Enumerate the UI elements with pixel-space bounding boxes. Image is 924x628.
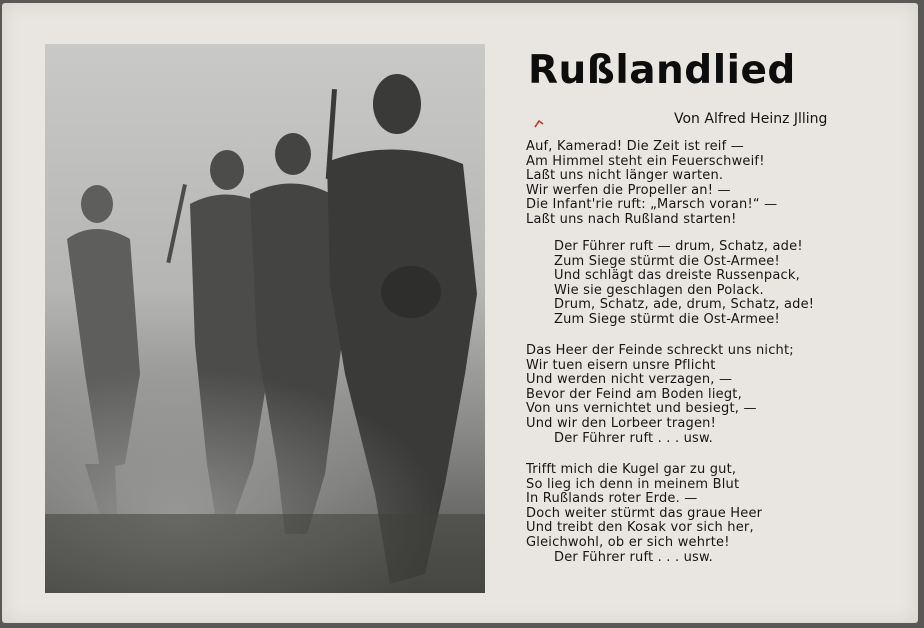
verse-line: Der Führer ruft — drum, Schatz, ade! [554, 239, 803, 254]
verse-line: Und wir den Lorbeer tragen! [526, 415, 717, 431]
verse-line: Doch weiter stürmt das graue Heer [526, 505, 763, 521]
verse-line: Das Heer der Feinde schreckt uns nicht; [526, 343, 794, 358]
verse-line: So lieg ich denn in meinem Blut [526, 476, 740, 492]
verse-line: Laßt uns nicht länger warten. [526, 168, 724, 184]
stanza-3 [526, 344, 794, 446]
verse-line: Wie sie geschlagen den Polack. [554, 282, 764, 298]
postcard [2, 3, 918, 623]
verse-line: Wir tuen eisern unsre Pflicht [526, 357, 716, 373]
verse-line: Drum, Schatz, ade, drum, Schatz, ade! [554, 297, 815, 313]
verse-line: Am Himmel steht ein Feuerschweif! [526, 153, 765, 169]
stanza-2-refrain [554, 240, 814, 328]
refrain-reference: Der Führer ruft . . . usw. [554, 549, 714, 565]
stanza-1 [526, 140, 777, 228]
verse-line: Trifft mich die Kugel gar zu gut, [526, 462, 737, 477]
verse-line: Und werden nicht verzagen, — [526, 372, 733, 388]
song-title: Rußlandlied [528, 48, 796, 93]
verse-line: Zum Siege stürmt die Ost-Armee! [554, 311, 780, 327]
author-line: Von Alfred Heinz Jlling [674, 111, 828, 127]
verse-line: In Rußlands roter Erde. — [526, 491, 698, 507]
verse-line: Gleichwohl, ob er sich wehrte! [526, 534, 730, 550]
verse-line: Und treibt den Kosak vor sich her, [526, 520, 754, 536]
soldiers-photo [45, 44, 485, 593]
stanza-4 [526, 463, 762, 565]
refrain-reference: Der Führer ruft . . . usw. [554, 430, 714, 446]
verse-line: Und schlägt das dreiste Russenpack, [554, 268, 800, 284]
verse-line: Bevor der Feind am Boden liegt, [526, 386, 742, 402]
verse-line: Die Infant'rie ruft: „Marsch voran!“ — [526, 197, 778, 213]
verse-line: Auf, Kamerad! Die Zeit ist reif — [526, 139, 744, 154]
verse-line: Laßt uns nach Rußland starten! [526, 211, 737, 227]
red-ink-mark-icon [533, 118, 545, 130]
verse-line: Zum Siege stürmt die Ost-Armee! [554, 253, 780, 269]
verse-line: Wir werfen die Propeller an! — [526, 182, 731, 198]
verse-line: Von uns vernichtet und besiegt, — [526, 401, 757, 417]
